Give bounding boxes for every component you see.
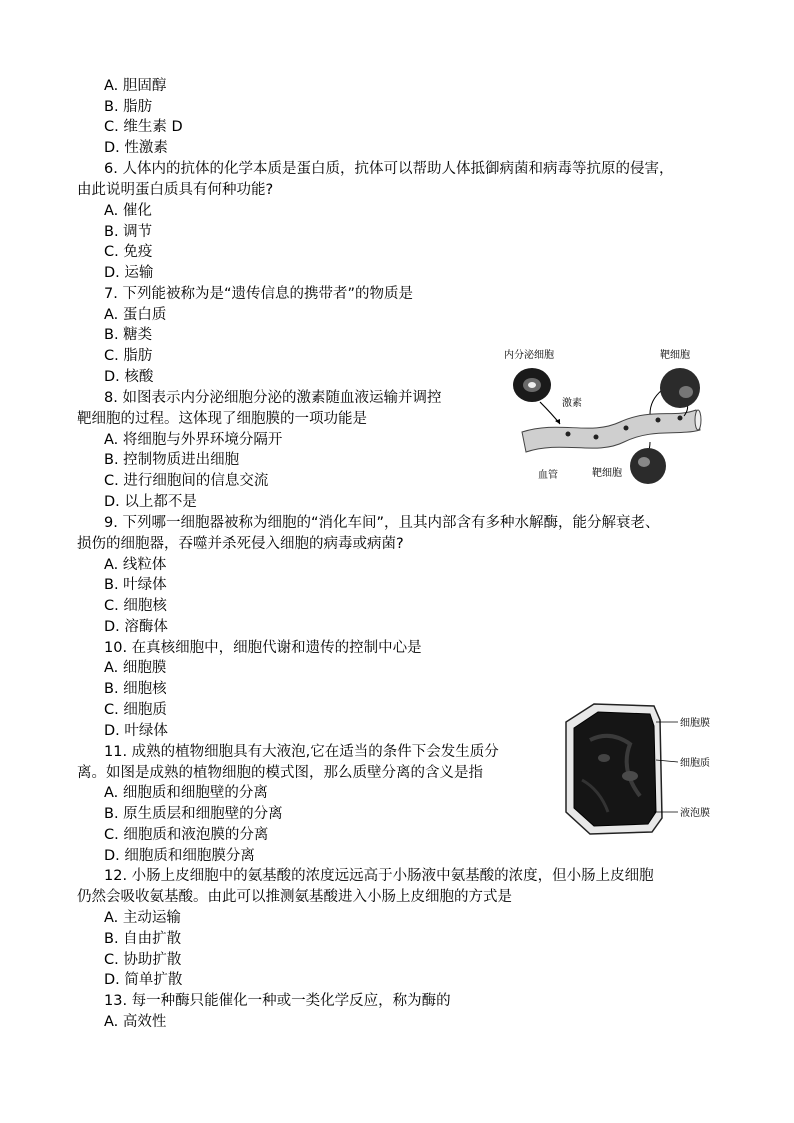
q8-option-b: B. 控制物质进出细胞 [104,452,240,468]
target-cell-top-icon [660,368,700,408]
q9-option-c: C. 细胞核 [104,598,167,614]
q9-option-d: D. 溶酶体 [104,619,168,635]
q9-option-a: A. 线粒体 [104,557,167,573]
q8-option-c: C. 进行细胞间的信息交流 [104,473,269,489]
hormone-label: 激素 [562,398,582,409]
q11-option-c: C. 细胞质和液泡膜的分离 [104,827,269,843]
vessel-label: 血管 [538,470,558,481]
cytoplasm-label: 细胞质 [680,758,710,769]
blood-vessel-icon [522,410,700,452]
q13-option-a: A. 高效性 [104,1014,167,1030]
q6-stem-line2: 由此说明蛋白质具有何种功能? [77,182,274,198]
q12-option-a: A. 主动运输 [104,910,181,926]
target-cell-bottom-icon [630,448,666,484]
q12-option-c: C. 协助扩散 [104,952,182,968]
q10-option-d: D. 叶绿体 [104,723,168,739]
plant-cell-figure [560,700,750,840]
q9-stem-line1: 9. 下列哪一细胞器被称为细胞的“消化车间”，且其内部含有多种水解酶，能分解衰老、 [104,515,660,531]
q11-option-b: B. 原生质层和细胞壁的分离 [104,806,283,822]
endocrine-cell-label: 内分泌细胞 [504,350,554,361]
q12-option-d: D. 简单扩散 [104,972,183,988]
plant-cell-icon [566,704,662,834]
q10-option-a: A. 细胞膜 [104,660,167,676]
q6-option-b: B. 调节 [104,224,153,240]
q7-stem: 7. 下列能被称为是“遗传信息的携带者”的物质是 [104,286,413,302]
q10-stem: 10. 在真核细胞中，细胞代谢和遗传的控制中心是 [104,640,422,656]
q7-option-a: A. 蛋白质 [104,307,167,323]
q6-option-a: A. 催化 [104,203,152,219]
q7-option-d: D. 核酸 [104,369,154,385]
q13-stem: 13. 每一种酶只能催化一种或一类化学反应，称为酶的 [104,993,451,1009]
q11-option-d: D. 细胞质和细胞膜分离 [104,848,255,864]
q8-option-d: D. 以上都不是 [104,494,197,510]
target-cell-label-top: 靶细胞 [660,350,690,361]
q6-stem-line1: 6. 人体内的抗体的化学本质是蛋白质，抗体可以帮助人体抵御病菌和病毒等抗原的侵害， [104,161,674,177]
q8-stem-line1: 8. 如图表示内分泌细胞分泌的激素随血液运输并调控 [104,390,442,406]
endocrine-cell-icon [513,368,551,402]
q8-stem-line2: 靶细胞的过程。这体现了细胞膜的一项功能是 [77,411,367,427]
q6-option-c: C. 免疫 [104,244,153,260]
q7-option-c: C. 脂肪 [104,348,153,364]
cell-membrane-label: 细胞膜 [680,718,710,729]
q5-option-b: B. 脂肪 [104,99,153,115]
q11-stem-line1: 11. 成熟的植物细胞具有大液泡,它在适当的条件下会发生质分 [104,744,499,760]
q5-option-a: A. 胆固醇 [104,78,167,94]
q9-option-b: B. 叶绿体 [104,577,167,593]
target-cell-label-bottom: 靶细胞 [592,468,622,479]
hormone-transport-figure [500,340,730,490]
q5-option-c: C. 维生素 D [104,119,183,135]
q11-stem-line2: 离。如图是成熟的植物细胞的模式图，那么质壁分离的含义是指 [77,765,483,781]
q12-stem-line1: 12. 小肠上皮细胞中的氨基酸的浓度远远高于小肠液中氨基酸的浓度，但小肠上皮细胞 [104,868,654,884]
q12-stem-line2: 仍然会吸收氨基酸。由此可以推测氨基酸进入小肠上皮细胞的方式是 [77,889,512,905]
q9-stem-line2: 损伤的细胞器，吞噬并杀死侵入细胞的病毒或病菌? [77,536,404,552]
q10-option-c: C. 细胞质 [104,702,167,718]
q8-option-a: A. 将细胞与外界环境分隔开 [104,432,283,448]
q7-option-b: B. 糖类 [104,327,153,343]
q5-option-d: D. 性激素 [104,140,168,156]
vacuole-membrane-label: 液泡膜 [680,808,710,819]
q6-option-d: D. 运输 [104,265,154,281]
q11-option-a: A. 细胞质和细胞壁的分离 [104,785,268,801]
q12-option-b: B. 自由扩散 [104,931,182,947]
q10-option-b: B. 细胞核 [104,681,167,697]
